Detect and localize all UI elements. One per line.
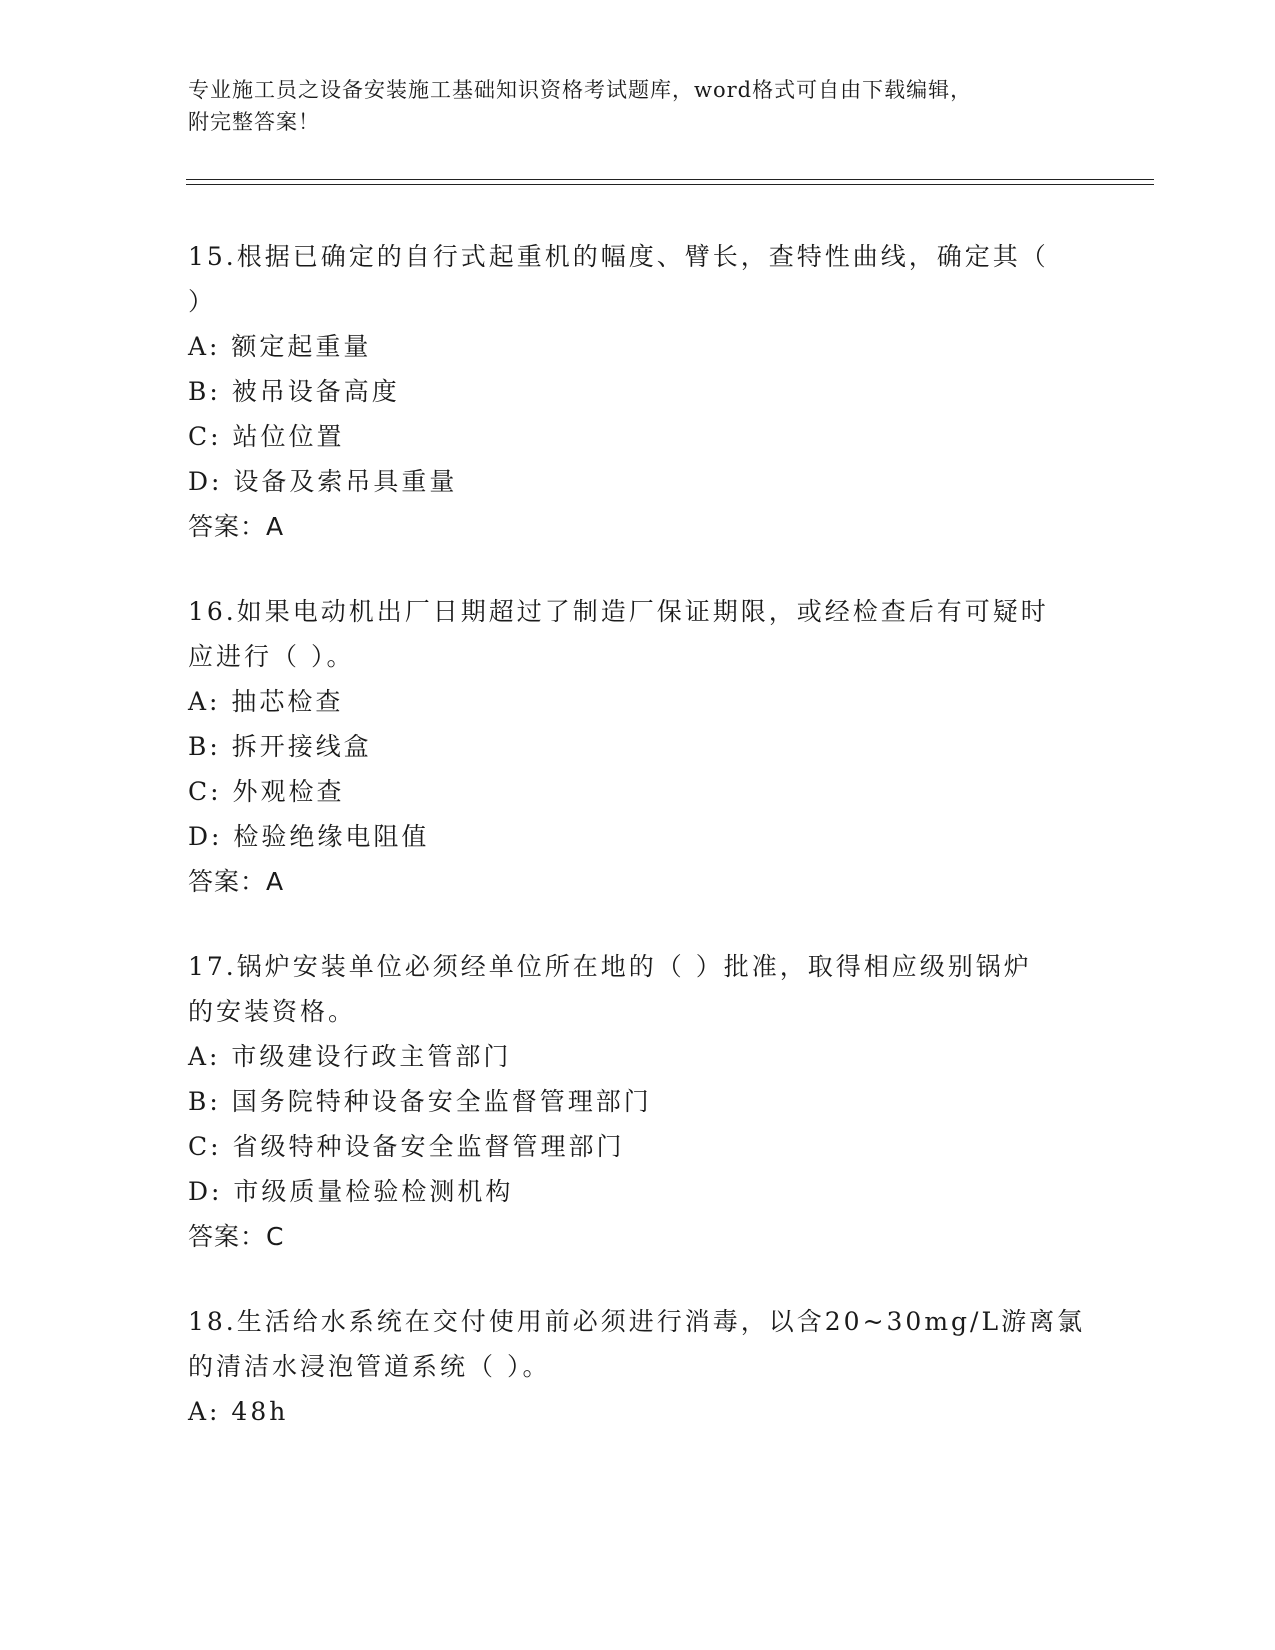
option-b: B: 被吊设备高度: [188, 377, 400, 406]
question-stem-line: 18.生活给水系统在交付使用前必须进行消毒，以含20~30mg/L游离氯: [188, 1307, 1086, 1336]
question-stem-line: 16.如果电动机出厂日期超过了制造厂保证期限，或经检查后有可疑时: [188, 597, 1049, 626]
option-d: D: 市级质量检验检测机构: [188, 1177, 514, 1206]
option-d: D: 设备及索吊具重量: [188, 467, 458, 496]
question-17: [188, 944, 1088, 1259]
option-a: A: 市级建设行政主管部门: [188, 1042, 512, 1071]
question-stem-line: 应进行（ ）。: [188, 642, 355, 671]
option-a: A: 抽芯检查: [188, 687, 344, 716]
question-list: [188, 234, 1088, 1474]
answer-label: 答案：C: [188, 1222, 285, 1251]
header-divider-top: [186, 179, 1154, 180]
question-stem-line: 的清洁水浸泡管道系统（ ）。: [188, 1352, 551, 1381]
question-16: [188, 589, 1088, 904]
question-stem-line: 15.根据已确定的自行式起重机的幅度、臂长，查特性曲线，确定其（: [188, 242, 1049, 271]
question-stem-line: ）: [188, 287, 217, 316]
option-c: C: 外观检查: [188, 777, 345, 806]
option-d: D: 检验绝缘电阻值: [188, 822, 430, 851]
answer-label: 答案：A: [188, 867, 285, 896]
option-a: A: 48h: [188, 1397, 289, 1426]
option-c: C: 省级特种设备安全监督管理部门: [188, 1132, 625, 1161]
option-b: B: 国务院特种设备安全监督管理部门: [188, 1087, 652, 1116]
header-line-2: 附完整答案！: [188, 110, 320, 134]
option-c: C: 站位位置: [188, 422, 345, 451]
question-15: [188, 234, 1088, 549]
question-stem-line: 的安装资格。: [188, 997, 357, 1026]
option-a: A: 额定起重量: [188, 332, 372, 361]
option-b: B: 拆开接线盒: [188, 732, 372, 761]
answer-label: 答案：A: [188, 512, 285, 541]
question-18: [188, 1299, 1088, 1434]
question-stem-line: 17.锅炉安装单位必须经单位所在地的（ ）批准，取得相应级别锅炉: [188, 952, 1032, 981]
header-line-1: 专业施工员之设备安装施工基础知识资格考试题库，word格式可自由下载编辑，: [188, 78, 973, 102]
document-header: [188, 74, 1068, 138]
header-divider-bottom: [186, 184, 1154, 185]
